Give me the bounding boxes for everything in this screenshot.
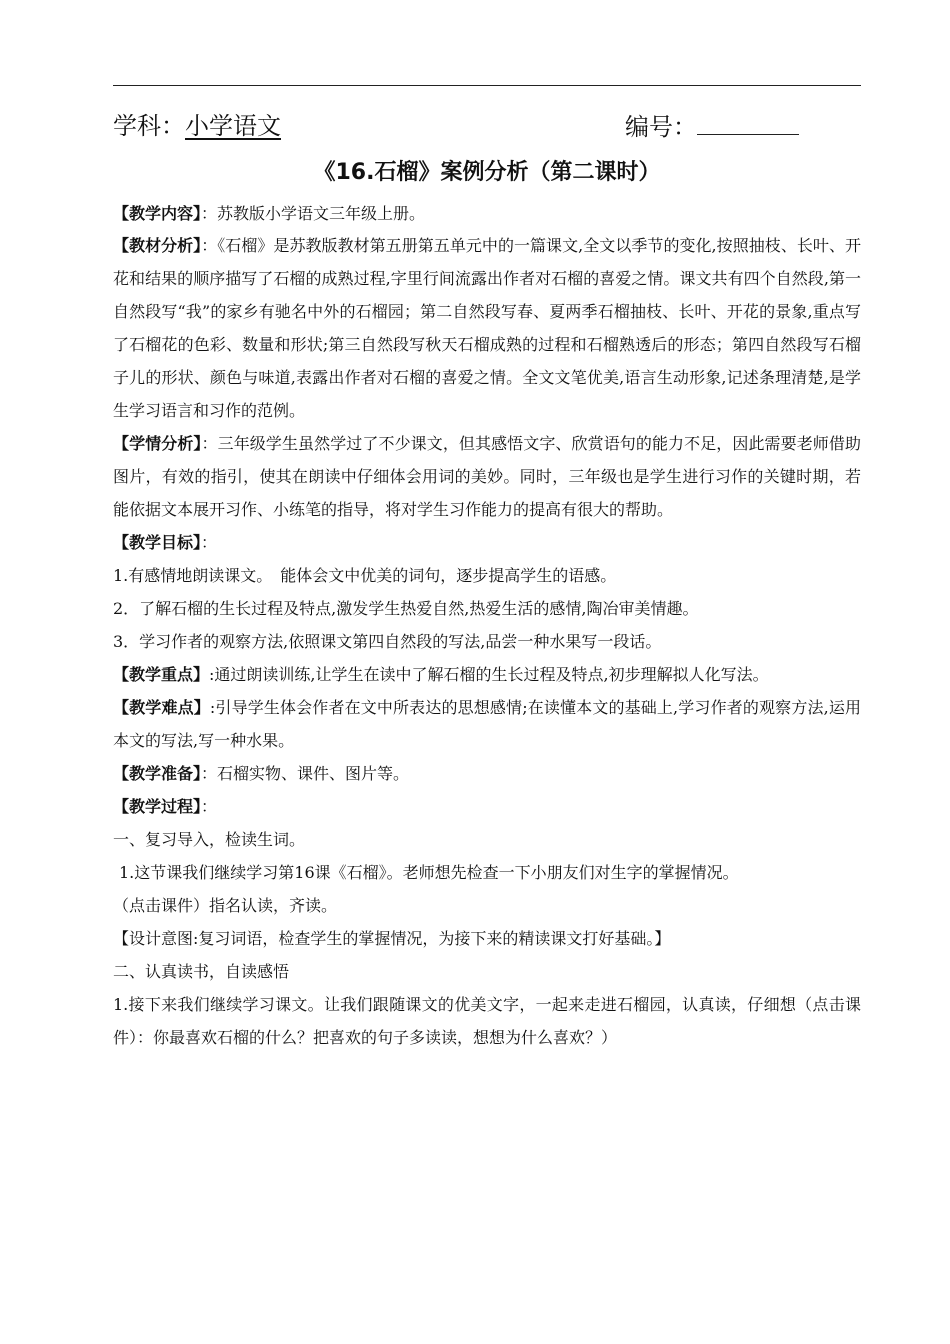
- document-header: [113, 108, 861, 144]
- section-difficulties: [113, 691, 861, 757]
- goal-item: 1.有感情地朗读课文。 能体会文中优美的词句，逐步提高学生的语感。: [113, 566, 617, 585]
- document-body: [113, 198, 861, 1054]
- section-text: ：: [201, 797, 218, 816]
- section-label: 【学情分析】: [113, 434, 202, 453]
- section-label: 【教学目标】: [113, 533, 202, 552]
- section-material: [113, 229, 861, 427]
- design-note: 【设计意图:复习词语，检查学生的掌握情况，为接下来的精读课文打好基础。】: [113, 929, 671, 948]
- goal-item: 2．了解石榴的生长过程及特点,激发学生热爱自然,热爱生活的感情,陶冶审美情趣。: [113, 599, 699, 618]
- section-learner: [113, 427, 861, 526]
- section-text: ：《石榴》是苏教版教材第五册第五单元中的一篇课文,全文以季节的变化,按照抽枝、长叶、开花和结果的顺序描写了石榴的成熟过程,字里行间流露出作者对石榴的喜爱之情。课文共有四个自然段,第一自然段写“我”的家乡有驰名中外的石榴园；第二自然段写春、夏两季石榴抽枝、长叶、开花的景象,重点写了石榴花的色彩、数量和形状;第三自然段写秋天石榴成熟的过程和石榴熟透后的形态；第四自然段写石榴子儿的形状、颜色与味道,表露出作者对石榴的喜爱之情。全文文笔优美,语言生动形象,记述条理清楚,是学生学习语言和习作的范例。: [113, 236, 861, 420]
- section-text: :通过朗读训练,让学生在读中了解石榴的生长过程及特点,初步理解拟人化写法。: [209, 665, 769, 684]
- number-field: [625, 108, 799, 145]
- subject-field: [113, 108, 281, 144]
- subject-value: 小学语文: [185, 112, 281, 140]
- number-label: 编号：: [625, 113, 697, 141]
- section-text: ：: [201, 533, 218, 552]
- subject-label: 学科：: [113, 112, 185, 140]
- section-key-points: [113, 658, 861, 691]
- step-item: 1.这节课我们继续学习第16课《石榴》。老师想先检查一下小朋友们对生字的掌握情况。: [119, 863, 739, 882]
- goal-item: 3．学习作者的观察方法,依照课文第四自然段的写法,品尝一种水果写一段话。: [113, 632, 662, 651]
- section-text: ：三年级学生虽然学过了不少课文，但其感悟文字、欣赏语句的能力不足，因此需要老师借助图片，有效的指引，使其在朗读中仔细体会用词的美妙。同时，三年级也是学生进行习作的关键时期，若能依据文本展开习作、小练笔的指导，将对学生习作能力的提高有很大的帮助。: [113, 434, 861, 519]
- document-title: 《16.石榴》案例分析（第二课时）: [313, 160, 661, 185]
- section-label: 【教学难点】: [113, 698, 210, 717]
- step-heading: 二、认真读书，自读感悟: [113, 962, 290, 981]
- step-item: （点击课件）指名认读，齐读。: [113, 896, 338, 915]
- step-heading: 一、复习导入，检读生词。: [113, 830, 306, 849]
- section-goals: [113, 526, 861, 559]
- section-preparation: [113, 757, 861, 790]
- header-rule: [113, 85, 861, 86]
- section-text: ：苏教版小学语文三年级上册。: [201, 204, 426, 223]
- number-blank: [697, 108, 799, 135]
- section-text: ：石榴实物、课件、图片等。: [201, 764, 410, 783]
- section-label: 【教学过程】: [113, 797, 202, 816]
- section-label: 【教学内容】: [113, 204, 202, 223]
- section-label: 【教材分析】: [113, 236, 202, 255]
- section-label: 【教学准备】: [113, 764, 202, 783]
- section-text: :引导学生体会作者在文中所表达的思想感情;在读懂本文的基础上,学习作者的观察方法,运用本文的写法,写一种水果。: [113, 698, 861, 750]
- section-content: [113, 198, 861, 229]
- step-item: 1.接下来我们继续学习课文。让我们跟随课文的优美文字，一起来走进石榴园，认真读，仔细想（点击课件）：你最喜欢石榴的什么？把喜欢的句子多读读，想想为什么喜欢？）: [113, 995, 861, 1047]
- section-process: [113, 790, 861, 823]
- section-label: 【教学重点】: [113, 665, 210, 684]
